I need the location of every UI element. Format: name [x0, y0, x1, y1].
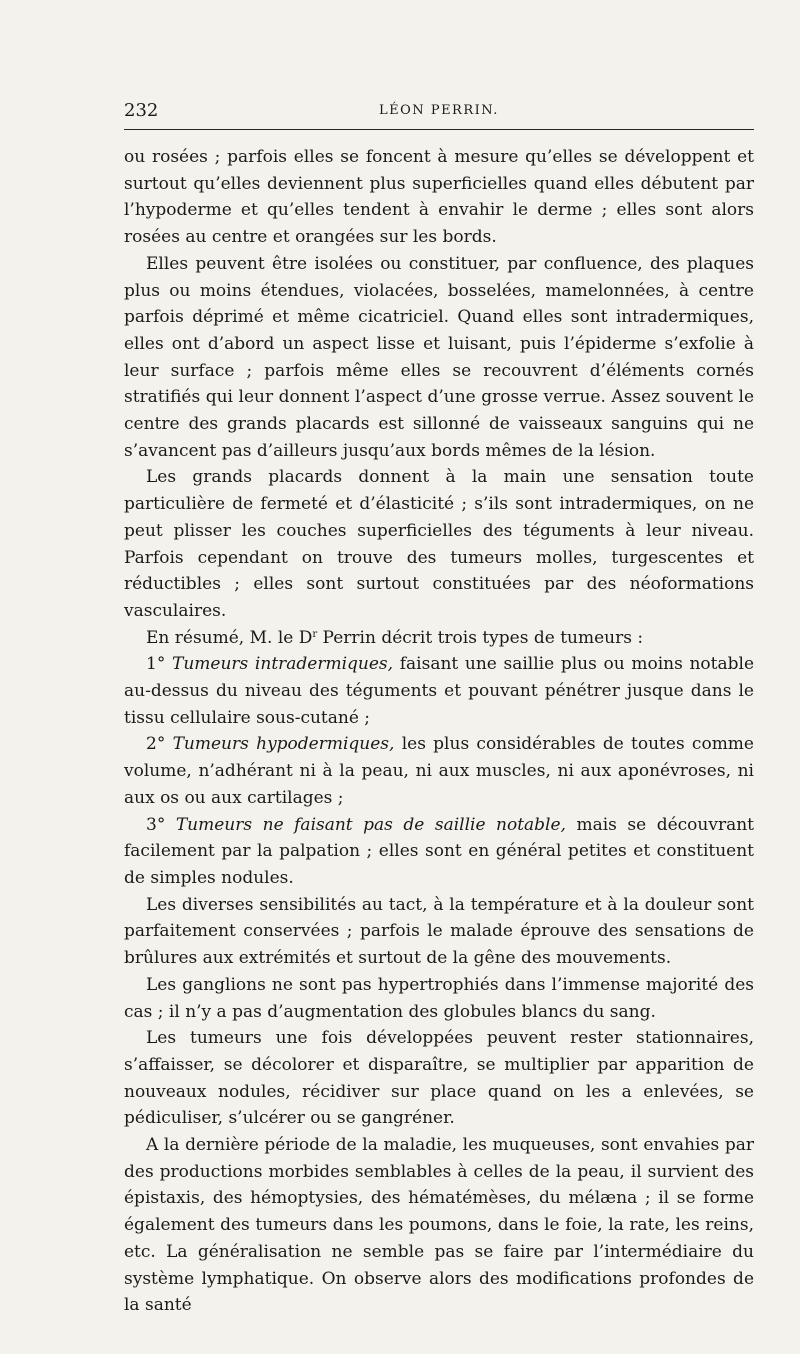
tumor-type-3	[124, 812, 754, 892]
paragraph: Les ganglions ne sont pas hypertrophiés dans l’immense majorité des cas ; il n’y a pas d’augmentation des globules blancs du sang.	[124, 974, 754, 1022]
paragraph: Les grands placards donnent à la main une sensation toute particulière de fermeté et d’élasticité ; s’ils sont intradermiques, on ne peut plisser les couches superficielles des téguments à leur niveau. Parfois cependant on trouve des tumeurs molles, turgescentes et réductibles ; elles sont surtout constituées par des néoformations vasculaires.	[124, 467, 754, 621]
type-number: 1°	[146, 654, 166, 675]
summary-text-end: Perrin décrit trois types de tumeurs :	[317, 627, 644, 648]
type-title: Tumeurs hypodermiques,	[172, 734, 395, 755]
doctor-superscript: r	[312, 628, 318, 640]
type-number: 3°	[146, 814, 166, 835]
tumor-type-2	[124, 731, 754, 811]
type-description: mais se découvrant facilement par la palpation ; elles sont en général petites et constituent de simples nodules.	[124, 814, 754, 888]
body-text	[124, 144, 754, 1319]
running-title: LÉON PERRIN.	[379, 103, 499, 118]
page-number: 232	[124, 100, 159, 121]
summary-text: En résumé, M. le D	[146, 627, 313, 648]
type-title: Tumeurs intradermiques,	[172, 654, 394, 675]
type-description: les plus considérables de toutes comme volume, n’adhérant ni à la peau, ni aux muscles, ni aux aponévroses, ni aux os ou aux cartilages ;	[124, 734, 754, 808]
paragraph: Les diverses sensibilités au tact, à la température et à la douleur sont parfaitement conservées ; parfois le malade éprouve des sensations de brûlures aux extrémités et surtout de la gêne des mouvements.	[124, 894, 754, 969]
header-rule	[124, 129, 754, 130]
paragraph: Les tumeurs une fois développées peuvent rester stationnaires, s’affaisser, se décolorer et disparaître, se multiplier par apparition de nouveaux nodules, récidiver sur place quand on les a enlevées, se pédiculiser, s’ulcérer ou se gangréner.	[124, 1028, 754, 1129]
paragraph: Elles peuvent être isolées ou constituer, par confluence, des plaques plus ou moins étendues, violacées, bosselées, mamelonnées, à centre parfois déprimé et même cicatriciel. Quand elles sont intradermiques, elles ont d’abord un aspect lisse et luisant, puis l’épiderme s’exfolie à leur surface ; parfois même elles se recouvrent d’éléments cornés stratifiés qui leur donnent l’aspect d’une grosse verrue. Assez souvent le centre des grands placards est sillonné de vaisseaux sanguins qui ne s’avancent pas d’ailleurs jusqu’aux bords mêmes de la lésion.	[124, 253, 754, 461]
type-description: faisant une saillie plus ou moins notable au-dessus du niveau des téguments et pouvant pénétrer jusque dans le tissu cellulaire sous-cutané ;	[124, 654, 755, 728]
paragraph: A la dernière période de la maladie, les muqueuses, sont envahies par des productions morbides semblables à celles de la peau, il survient des épistaxis, des hémoptysies, des hématémèses, du mélæna ; il se forme également des tumeurs dans les poumons, dans le foie, la rate, les reins, etc. La généralisation ne semble pas se faire par l’intermédiaire du système lymphatique. On observe alors des modifications profondes de la santé	[124, 1135, 754, 1316]
tumor-type-1	[124, 651, 754, 731]
type-number: 2°	[146, 734, 166, 755]
paragraph: ou rosées ; parfois elles se foncent à mesure qu’elles se développent et surtout qu’elles deviennent plus superficielles quand elles débutent par l’hypoderme et qu’elles tendent à envahir le derme ; elles sont alors rosées au centre et orangées sur les bords.	[124, 147, 754, 248]
summary-paragraph	[124, 625, 754, 652]
page-header	[124, 100, 754, 126]
type-title: Tumeurs ne faisant pas de saillie notable,	[175, 814, 566, 835]
